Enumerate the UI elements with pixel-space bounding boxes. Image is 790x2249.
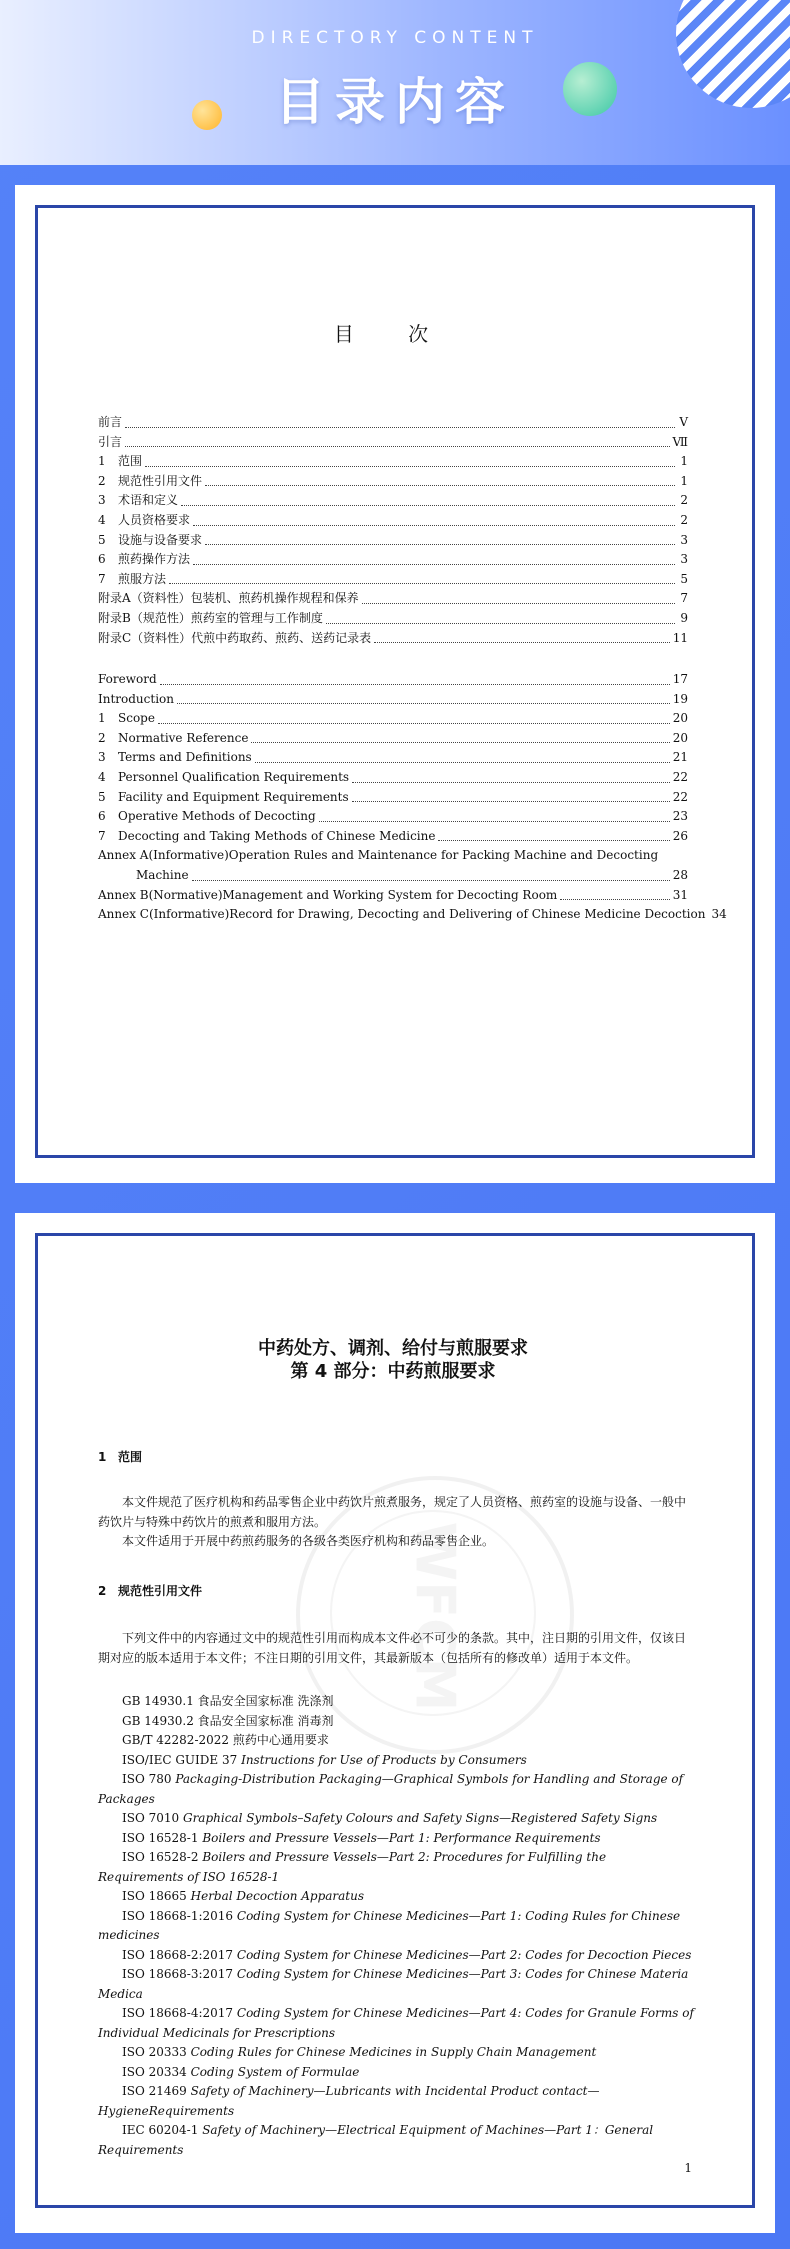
reference-item — [98, 1887, 694, 1907]
reference-item — [98, 1848, 694, 1887]
toc-entry — [98, 629, 688, 649]
reference-code: ISO 7010 — [122, 1811, 180, 1825]
toc-entry-label: 前言 — [98, 415, 123, 429]
toc-entry — [98, 827, 688, 847]
toc-entry-number: 5 — [98, 532, 106, 547]
toc-leader-dots — [251, 741, 669, 743]
toc-entry — [98, 472, 688, 492]
section-1-number: 1 — [98, 1450, 107, 1464]
toc-entry-page: 31 — [672, 887, 688, 902]
toc-entry-label: Scope — [118, 711, 155, 726]
toc-entry-label: Introduction — [98, 691, 174, 706]
reference-code: ISO 20334 — [122, 2064, 187, 2079]
toc-leader-dots — [125, 426, 675, 428]
reference-item — [98, 1809, 694, 1829]
toc-entry-number: 7 — [98, 828, 106, 843]
toc-entry — [98, 768, 688, 788]
toc-entry — [98, 550, 688, 570]
toc-leader-dots — [326, 622, 675, 624]
reference-item — [98, 1965, 694, 2004]
reference-code: ISO 16528-2 — [122, 1850, 199, 1864]
toc-entry — [98, 531, 688, 551]
reference-title: Coding System for Chinese Medicines—Part 1: Coding Rules for Chinese medicines — [98, 1908, 681, 1942]
toc-entry-page: 7 — [680, 591, 688, 606]
reference-item — [98, 2082, 694, 2121]
reference-item — [98, 1946, 694, 1966]
toc-entry-label: 设施与设备要求 — [118, 532, 203, 547]
reference-code: ISO/IEC GUIDE 37 — [122, 1752, 238, 1767]
toc-entry-label: 附录B（规范性）煎药室的管理与工作制度 — [98, 610, 323, 625]
toc-entry-label: 煎药操作方法 — [118, 552, 191, 567]
toc-entry-label: 人员资格要求 — [118, 512, 191, 527]
toc-title: 目 次 — [333, 322, 453, 346]
section-1-paragraph-2: 本文件适用于开展中药煎药服务的各级各类医疗机构和药品零售企业。 — [122, 1534, 495, 1548]
toc-leader-dots — [177, 702, 670, 704]
toc-entry — [98, 905, 727, 925]
toc-entry-page: 26 — [672, 828, 688, 843]
header-banner — [0, 0, 790, 165]
toc-entry-label: Facility and Equipment Requirements — [118, 789, 349, 804]
toc-entry-page: 17 — [672, 672, 688, 686]
section-2-number: 2 — [98, 1584, 107, 1598]
reference-item — [98, 1907, 694, 1946]
toc-entry-page: 3 — [680, 552, 688, 567]
toc-entry-number: 3 — [98, 750, 106, 765]
toc-entry-page: 20 — [672, 730, 688, 745]
toc-entry — [98, 709, 688, 729]
toc-entry-page: 19 — [672, 691, 688, 706]
toc-entry-label: Decocting and Taking Methods of Chinese Medicine — [118, 828, 436, 843]
section-2-title: 规范性引用文件 — [118, 1584, 203, 1598]
toc-entry-number: 2 — [98, 473, 106, 488]
reference-item — [98, 1731, 694, 1751]
toc-leader-dots — [181, 504, 675, 506]
reference-code: ISO 780 — [122, 1772, 172, 1786]
section-1-heading — [98, 1448, 142, 1465]
toc-entry-label: Normative Reference — [118, 730, 249, 745]
toc-entry-number: 1 — [98, 711, 106, 726]
reference-title: Coding System for Chinese Medicines—Part 3: Codes for Chinese Materia Medica — [98, 1967, 689, 2001]
toc-leader-dots — [255, 761, 670, 763]
reference-title: Coding System for Chinese Medicines—Part 4: Codes for Granule Forms of Individual Medicinals for Prescriptions — [98, 2006, 694, 2040]
header-title: 目录内容 — [275, 73, 515, 131]
toc-chinese-list — [98, 413, 688, 648]
section-2-heading — [98, 1582, 202, 1599]
content-page — [15, 1213, 775, 2233]
reference-item — [98, 2043, 694, 2063]
reference-title: Coding Rules for Chinese Medicines in Supply Chain Management — [190, 2045, 597, 2059]
reference-item — [98, 1712, 694, 1732]
reference-title: 食品安全国家标准 洗涤剂 — [197, 1694, 334, 1708]
toc-leader-dots — [192, 879, 670, 881]
toc-entry — [98, 846, 688, 866]
toc-entry-number: 7 — [98, 571, 106, 586]
reference-item — [98, 1829, 694, 1849]
reference-title: 煎药中心通用要求 — [232, 1733, 329, 1747]
reference-item — [98, 1692, 694, 1712]
toc-entry-label: Operative Methods of Decocting — [118, 809, 316, 824]
toc-entry — [98, 866, 688, 886]
toc-entry-number: 2 — [98, 730, 106, 745]
toc-entry-label: 附录A（资料性）包装机、煎药机操作规程和保养 — [98, 591, 359, 606]
toc-leader-dots — [362, 602, 675, 604]
toc-leader-dots — [438, 839, 669, 841]
toc-leader-dots — [193, 524, 675, 526]
reference-title: Boilers and Pressure Vessels—Part 1: Performance Requirements — [202, 1830, 601, 1845]
section-1-paragraph-1: 本文件规范了医疗机构和药品零售企业中药饮片煎煮服务，规定了人员资格、煎药室的设施与设备、一般中药饮片与特殊中药饮片的煎煮和服用方法。 — [98, 1495, 687, 1529]
toc-entry-page: 2 — [680, 493, 688, 508]
toc-entry — [98, 413, 688, 433]
toc-entry — [98, 670, 688, 690]
content-page-frame — [35, 1233, 755, 2208]
reference-item — [98, 1751, 694, 1771]
toc-leader-dots — [169, 582, 675, 584]
reference-code: ISO 21469 — [122, 2084, 187, 2098]
toc-leader-dots — [158, 722, 670, 724]
toc-entry-number: 1 — [98, 454, 106, 469]
toc-entry-number: 6 — [98, 552, 106, 567]
toc-entry-label: Terms and Definitions — [118, 750, 252, 765]
toc-entry-page: 5 — [680, 571, 688, 586]
reference-title: Coding System of Formulae — [190, 2064, 360, 2079]
toc-english-list — [98, 670, 727, 925]
toc-leader-dots — [352, 781, 670, 783]
section-2-paragraph-1: 下列文件中的内容通过文中的规范性引用而构成本文件必不可少的条款。其中，注日期的引用文件，仅该日期对应的版本适用于本文件；不注日期的引用文件，其最新版本（包括所有的修改单）适用于本文件。 — [98, 1631, 687, 1665]
reference-code: ISO 20333 — [122, 2045, 187, 2059]
toc-entry — [98, 690, 688, 710]
toc-entry-label: Personnel Qualification Requirements — [118, 769, 350, 784]
toc-entry-label: Foreword — [98, 672, 157, 686]
reference-title: Safety of Machinery—Electrical Equipment of Machines—Part 1：General Requirements — [98, 2123, 654, 2157]
toc-entry-page: 2 — [680, 512, 688, 527]
reference-code: GB 14930.1 — [122, 1694, 194, 1708]
toc-entry-number: 6 — [98, 809, 106, 824]
reference-title: Instructions for Use of Products by Consumers — [241, 1752, 527, 1767]
toc-entry-label: 范围 — [118, 454, 143, 469]
toc-entry-page: 9 — [680, 610, 688, 625]
reference-item — [98, 1770, 694, 1809]
toc-entry — [98, 729, 688, 749]
toc-leader-dots — [560, 898, 669, 900]
reference-code: ISO 18668-3:2017 — [122, 1967, 234, 1981]
toc-leader-dots — [205, 543, 675, 545]
reference-title: 食品安全国家标准 消毒剂 — [197, 1713, 334, 1728]
toc-entry-label: Annex C(Informative)Record for Drawing, Decocting and Delivering of Chinese Medicine Decoction — [98, 907, 706, 922]
toc-entry-page: 21 — [672, 750, 688, 765]
toc-page — [15, 185, 775, 1183]
toc-entry-page: 22 — [672, 789, 688, 804]
reference-code: GB/T 42282-2022 — [122, 1733, 230, 1747]
toc-entry-page: 3 — [680, 532, 688, 547]
toc-leader-dots — [319, 820, 670, 822]
reference-title: Coding System for Chinese Medicines—Part 2: Codes for Decoction Pieces — [236, 1947, 692, 1962]
toc-entry — [98, 570, 688, 590]
toc-leader-dots — [145, 465, 675, 467]
toc-entry — [98, 609, 688, 629]
toc-entry — [98, 886, 688, 906]
toc-leader-dots — [661, 860, 675, 861]
reference-title: Safety of Machinery—Lubricants with Incidental Product contact—HygieneRequirements — [98, 2084, 600, 2118]
reference-code: ISO 18668-2:2017 — [122, 1947, 234, 1962]
page-number: 1 — [684, 2161, 692, 2175]
toc-leader-dots — [374, 641, 670, 643]
reference-item — [98, 2121, 694, 2160]
toc-entry-label: 规范性引用文件 — [118, 473, 203, 488]
toc-entry-page: 34 — [711, 907, 727, 922]
toc-entry-label: 术语和定义 — [118, 493, 179, 508]
header-subtitle: DIRECTORY CONTENT — [251, 28, 539, 48]
toc-leader-dots — [352, 800, 670, 802]
toc-entry-page: 20 — [672, 711, 688, 726]
toc-entry-label: 引言 — [98, 434, 123, 449]
document-title: 中药处方、调剂、给付与煎服要求 — [258, 1338, 528, 1359]
reference-code: ISO 16528-1 — [122, 1830, 199, 1845]
reference-code: ISO 18668-1:2016 — [122, 1908, 234, 1923]
toc-entry-label: Annex A(Informative)Operation Rules and Maintenance for Packing Machine and Decocting — [98, 848, 659, 863]
toc-leader-dots — [160, 683, 670, 685]
toc-entry — [98, 452, 688, 472]
document-subtitle: 第 4 部分：中药煎服要求 — [290, 1361, 496, 1382]
normative-references-list — [98, 1692, 694, 2160]
toc-entry-number: 3 — [98, 493, 106, 508]
reference-item — [98, 2004, 694, 2043]
reference-title: Boilers and Pressure Vessels—Part 2: Procedures for Fulfilling the Requirements of ISO 16528-1 — [98, 1850, 607, 1884]
toc-leader-dots — [193, 563, 675, 565]
toc-entry — [98, 433, 688, 453]
toc-entry-page: Ⅶ — [672, 434, 688, 449]
toc-entry-page: 23 — [672, 809, 688, 824]
toc-entry-number: 4 — [98, 769, 106, 784]
reference-title: Herbal Decoction Apparatus — [190, 1889, 365, 1903]
toc-entry — [98, 589, 688, 609]
toc-entry-number: 4 — [98, 512, 106, 527]
reference-code: ISO 18665 — [122, 1889, 187, 1903]
toc-leader-dots — [205, 484, 675, 486]
toc-entry-page: 1 — [680, 454, 688, 469]
toc-entry-page: Ⅴ — [679, 415, 688, 429]
reference-code: ISO 18668-4:2017 — [122, 2006, 234, 2020]
toc-entry — [98, 491, 688, 511]
reference-item — [98, 2063, 694, 2083]
watermark-text: WFCM — [403, 1521, 467, 1712]
toc-entry-number: 5 — [98, 789, 106, 804]
section-1-title: 范围 — [118, 1450, 143, 1464]
toc-entry-page: 28 — [672, 867, 688, 882]
toc-entry-page: 11 — [672, 630, 688, 645]
toc-entry-label: Annex B(Normative)Management and Working System for Decocting Room — [98, 887, 558, 902]
toc-entry — [98, 748, 688, 768]
reference-title: Graphical Symbols–Safety Colours and Safety Signs—Registered Safety Signs — [182, 1811, 658, 1825]
toc-entry — [98, 807, 688, 827]
toc-leader-dots — [125, 445, 669, 447]
toc-entry-label: Machine — [136, 867, 189, 882]
reference-title: Packaging-Distribution Packaging—Graphical Symbols for Handling and Storage of Packages — [98, 1772, 684, 1806]
reference-code: GB 14930.2 — [122, 1713, 194, 1728]
toc-entry-label: 煎服方法 — [118, 571, 167, 586]
toc-entry — [98, 788, 688, 808]
toc-entry-page: 22 — [672, 769, 688, 784]
toc-entry-page: 1 — [680, 473, 688, 488]
toc-entry — [98, 511, 688, 531]
reference-code: IEC 60204-1 — [122, 2123, 199, 2137]
toc-page-frame — [35, 205, 755, 1158]
toc-entry-label: 附录C（资料性）代煎中药取药、煎药、送药记录表 — [98, 630, 372, 645]
